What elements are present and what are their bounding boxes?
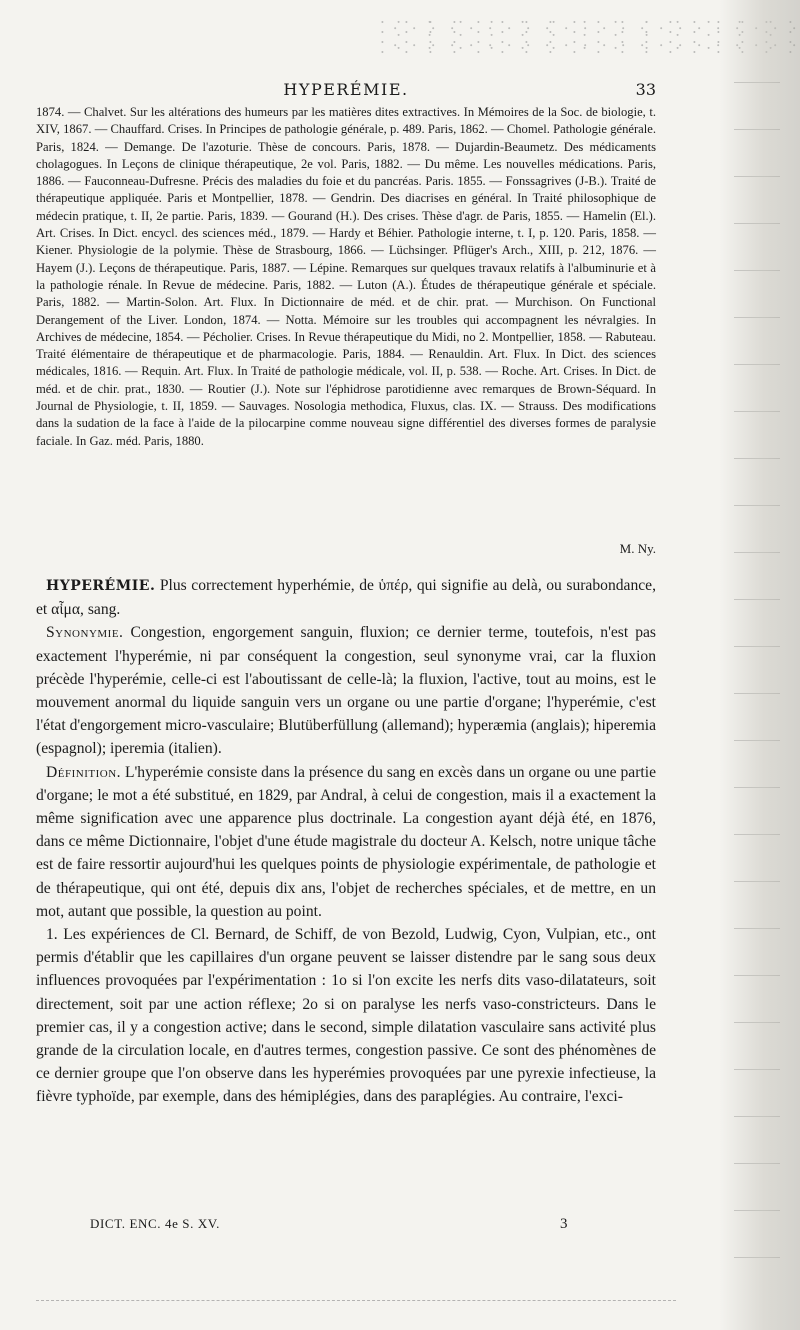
article-intro-text: Plus correctement hyperhémie, de ὑπέρ, qui signifie au delà, ou surabondance, et αἷμα, sang.	[36, 577, 656, 619]
running-head: HYPERÉMIE.	[283, 80, 409, 99]
footer-sheet-number: 3	[560, 1216, 568, 1232]
author-signature: M. Ny.	[619, 541, 656, 556]
definition-text: L'hyperémie consiste dans la présence du sang en excès dans un organe ou une partie d'organe; le mot a été substitué, en 1829, par Andral, à celui de congestion, mais il a exactement la même signification avec une apparence plus doctrinale. La congestion ayant déjà été, en 1876, dans ce même Dictionnaire, l'objet d'une étude magistrale du docteur A. Kelsch, notre unique tâche est de faire ressortir aujourd'hui les quelques points de physiologie expérimentale, de pathologie et de thérapeutique, qui ont été, depuis dix ans, l'objet de recherches spéciales, et de mettre, en un mot, autant que possible, la question au point.	[36, 763, 656, 920]
synonymie-text: Congestion, engorgement sanguin, fluxion; ce dernier terme, toutefois, n'est pas exactement l'hyperémie, ni par conséquent la congestion, seul synonyme vrai, car la fluxion précède l'hyperémie, celle-ci est l'aboutissant de celle-là; la fluxion, l'active, tout au moins, est le mouvement anormal du liquide sanguin vers un organe ou une partie d'organe; l'hyperémie, c'est l'état d'engorgement micro-vasculaire; Blutüberfüllung (allemand); hyperæmia (anglais); hiperemia (espagnol); iperemia (italien).	[36, 624, 656, 758]
synonymie-paragraph	[36, 621, 656, 760]
definition-paragraph	[36, 761, 656, 923]
synonymie-label: Synonymie.	[46, 624, 124, 642]
bibliography-paragraph: 1874. — Chalvet. Sur les altérations des humeurs par les matières dites extractives. In Mémoires de la Soc. de biologie, t. XIV, 1867. — Chauffard. Crises. In Principes de pathologie générale, p. 489. Paris, 1862. — Chomel. Pathologie générale. Paris, 1824. — Demange. De l'azoturie. Thèse de concours. Paris, 1878. — Dujardin-Beaumetz. Des médicaments cholagogues. In Leçons de clinique thérapeutique, 2e vol. Paris, 1882. — Du même. Les nouvelles médications. Paris, 1886. — Fauconneau-Dufresne. Précis des maladies du foie et du pancréas. Paris. 1855. — Fonssagrives (J-B.). Traité de thérapeutique appliquée. Paris et Montpellier, 1878. — Gendrin. Des diacrises en général. In Traité philosophique de médecin pratique, t. II, 2e partie. Paris, 1839. — Gourand (H.). Des crises. Thèse d'agr. de Paris, 1855. — Hamelin (El.). Art. Crises. In Dict. encycl. des sciences méd., 1879. — Hardy et Béhier. Pathologie interne, t. I, p. 120. Paris, 1858. — Kiener. Physiologie de la polymie. Thèse de Strasbourg, 1866. — Lüchsinger. Pflüger's Arch., XIII, p. 212, 1876. — Hayem (J.). Leçons de thérapeutique. Paris, 1887. — Lépine. Remarques sur quelques travaux relatifs à l'albuminurie et à la pathologie rénale. In Revue de médecine. Paris, 1882. — Luton (A.). Études de thérapeutique générale et spéciale. Paris, 1882. — Martin-Solon. Art. Flux. In Dictionnaire de méd. et de chir. prat. — Murchison. On Functional Derangement of the Liver. London, 1874. — Notta. Mémoire sur les troubles qui accompagnent les névralgies. In Archives de médecine, 1854. — Pécholier. Crises. In Revue thérapeutique du Midi, no 2. Montpellier, 1858. — Rabuteau. Traité élémentaire de thérapeutique et de pharmacologie. Paris, 1884. — Renauldin. Art. Flux. In Dict. des sciences médicales, 1816. — Requin. Art. Flux. In Traité de pathologie médicale, vol. II, p. 538. — Roche. Art. Crises. In Dict. de méd. et de chir. prat., 1830. — Routier (J.). Note sur l'éphidrose parotidienne avec remarques de Brown-Séquard. In Journal de Physiologie, t. II, 1859. — Sauvages. Nosologia methodica, Fluxus, clas. IX. — Strauss. Des modifications dans la sudation de la face à l'aide de la pilocarpine comme nouveau signe différentiel des diverses formes de paralysie faciale. In Gaz. méd. Paris, 1880.	[36, 105, 656, 448]
article-intro-paragraph	[36, 574, 656, 621]
page-number: 33	[635, 80, 656, 99]
definition-label: Définition.	[46, 763, 122, 781]
footer-signature: DICT. ENC. 4e S. XV.	[90, 1216, 220, 1231]
bibliography-block	[36, 104, 656, 450]
article-body	[36, 574, 656, 1109]
article-headword: HYPERÉMIE.	[46, 578, 156, 594]
bottom-rule	[36, 1300, 676, 1301]
page-edge-shadow	[720, 0, 800, 1330]
section-1-paragraph: 1. Les expériences de Cl. Bernard, de Schiff, de von Bezold, Ludwig, Cyon, Vulpian, etc., ont permis d'établir que les capillaires d'un organe peuvent se laisser distendre par le sang sous deux influences provoquées par l'expérimentation : 1o si l'on excite les nerfs dits vaso-dilatateurs, soit directement, soit par une action réflexe; 2o si on paralyse les nerfs vaso-constricteurs. Dans le premier cas, il y a congestion active; dans le second, simple dilatation vasculaire sans activité plus grande de la circulation locale, en d'autres termes, congestion passive. Ce sont des phénomènes de ce dernier groupe que l'on observe dans les hyperémies provoquées par une pyrexie infectieuse, la fièvre typhoïde, par exemple, dans des hémiplégies, dans des paraplégies. Au contraire, l'exci-	[36, 926, 656, 1106]
